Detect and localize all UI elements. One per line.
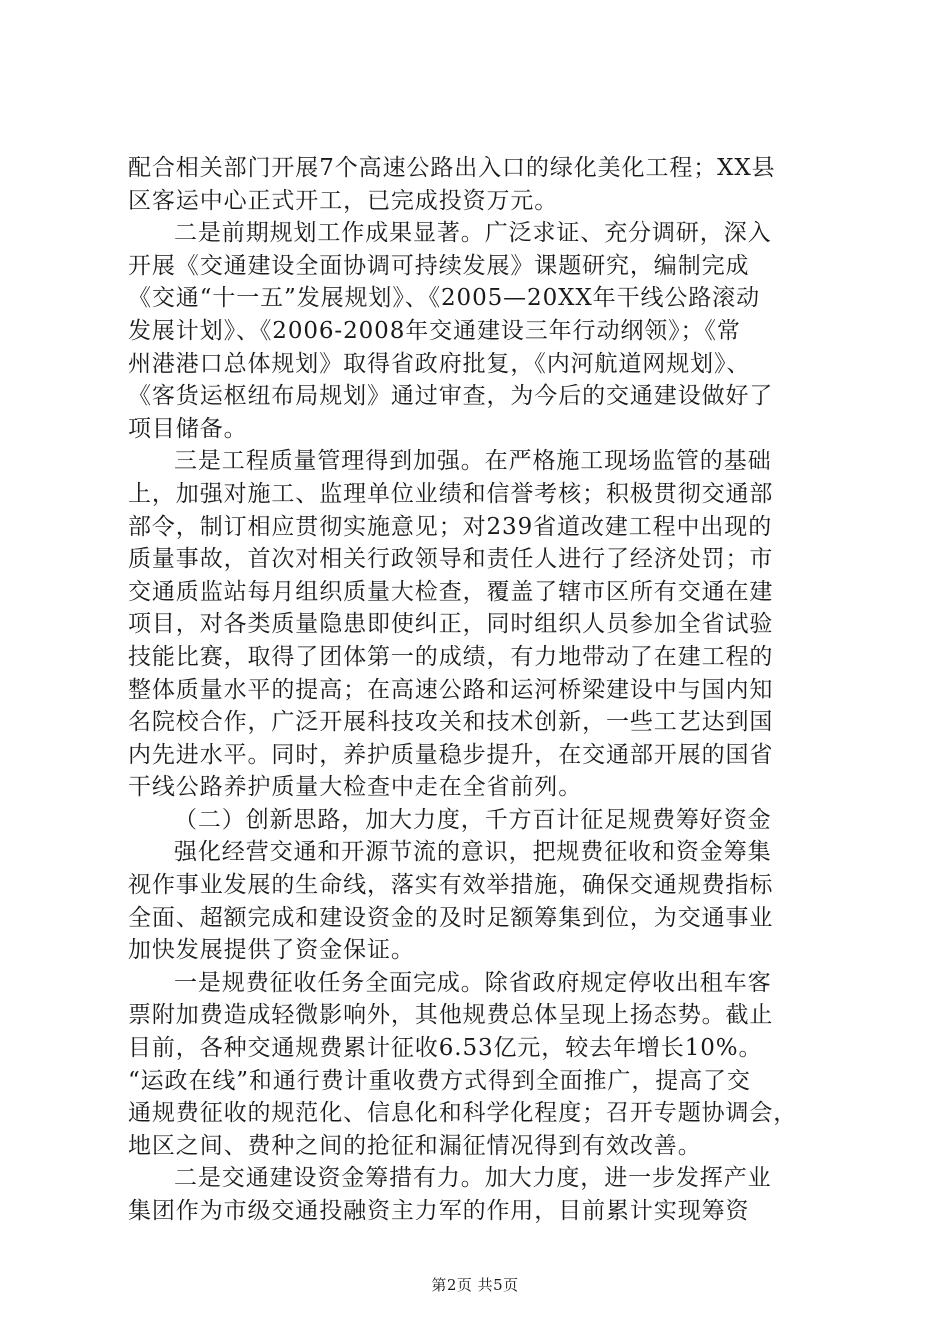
text-line: 票附加费造成轻微影响外，其他规费总体呈现上扬态势。截止 — [128, 1002, 774, 1029]
paragraph-start-line: 二是前期规划工作成果显著。广泛求证、充分调研，深入 — [174, 220, 772, 247]
text-line: 通规费征收的规范化、信息化和科学化程度；召开专题协调会， — [128, 1100, 798, 1127]
text-line: 地区之间、费种之间的抢征和漏征情况得到有效改善。 — [128, 1132, 702, 1159]
text-line: 整体质量水平的提高；在高速公路和运河桥梁建设中与国内知 — [128, 676, 774, 703]
paragraph-start-line: 三是工程质量管理得到加强。在严格施工现场监管的基础 — [174, 448, 772, 475]
text-line: 《客货运枢纽布局规划》通过审查，为今后的交通建设做好了 — [128, 383, 774, 410]
text-line: 名院校合作，广泛开展科技攻关和技术创新，一些工艺达到国 — [128, 709, 774, 736]
text-line: 加快发展提供了资金保证。 — [128, 937, 415, 964]
text-line: 内先进水平。同时，养护质量稳步提升，在交通部开展的国省 — [128, 741, 774, 768]
paragraph-start-line: 一是规费征收任务全面完成。除省政府规定停收出租车客 — [174, 969, 772, 996]
text-line: 项目，对各类质量隐患即使纠正，同时组织人员参加全省试验 — [128, 611, 774, 638]
body-text — [128, 152, 834, 1228]
text-line: 质量事故，首次对相关行政领导和责任人进行了经济处罚；市 — [128, 546, 774, 573]
text-line: 《交通“十一五”发展规划》、《2005—20XX年干线公路滚动 — [128, 285, 760, 312]
text-line: 视作事业发展的生命线，落实有效举措施，确保交通规费指标 — [128, 872, 774, 899]
text-line: 干线公路养护质量大检查中走在全省前列。 — [128, 774, 583, 801]
text-line: 开展《交通建设全面协调可持续发展》课题研究，编制完成 — [128, 252, 750, 279]
text-line: 项目储备。 — [128, 415, 248, 442]
text-line: 集团作为市级交通投融资主力军的作用，目前累计实现筹资 — [128, 1198, 750, 1224]
text-line: 全面、超额完成和建设资金的及时足额筹集到位，为交通事业 — [128, 904, 774, 931]
text-line: 州港港口总体规划》取得省政府批复，《内河航道网规划》、 — [128, 350, 751, 377]
text-line: 部令，制订相应贯彻实施意见；对239省道改建工程中出现的 — [128, 513, 773, 540]
text-line: 区客运中心正式开工，已完成投资万元。 — [128, 187, 559, 214]
text-line: 上，加强对施工、监理单位业绩和信誉考核；积极贯彻交通部 — [128, 480, 774, 507]
paragraph-start-line: 二是交通建设资金筹措有力。加大力度，进一步发挥产业 — [174, 1165, 772, 1192]
text-line: 配合相关部门开展7个高速公路出入口的绿化美化工程；XX县 — [128, 155, 776, 181]
page-number-footer: 第2页 共5页 — [431, 1276, 519, 1294]
section-heading: （二）创新思路，加大力度，千方百计征足规费筹好资金 — [174, 806, 772, 833]
text-line: 技能比赛，取得了团体第一的成绩，有力地带动了在建工程的 — [128, 643, 774, 670]
paragraph-start-line: 强化经营交通和开源节流的意识，把规费征收和资金筹集 — [174, 839, 772, 866]
text-line: 发展计划》、《2006-2008年交通建设三年行动纲领》；《常 — [128, 317, 741, 344]
text-line: “运政在线”和通行费计重收费方式得到全面推广，提高了交 — [128, 1067, 751, 1094]
text-line: 交通质监站每月组织质量大检查，覆盖了辖市区所有交通在建 — [128, 578, 774, 605]
text-line: 目前，各种交通规费累计征收6.53亿元，较去年增长10%。 — [128, 1035, 763, 1062]
